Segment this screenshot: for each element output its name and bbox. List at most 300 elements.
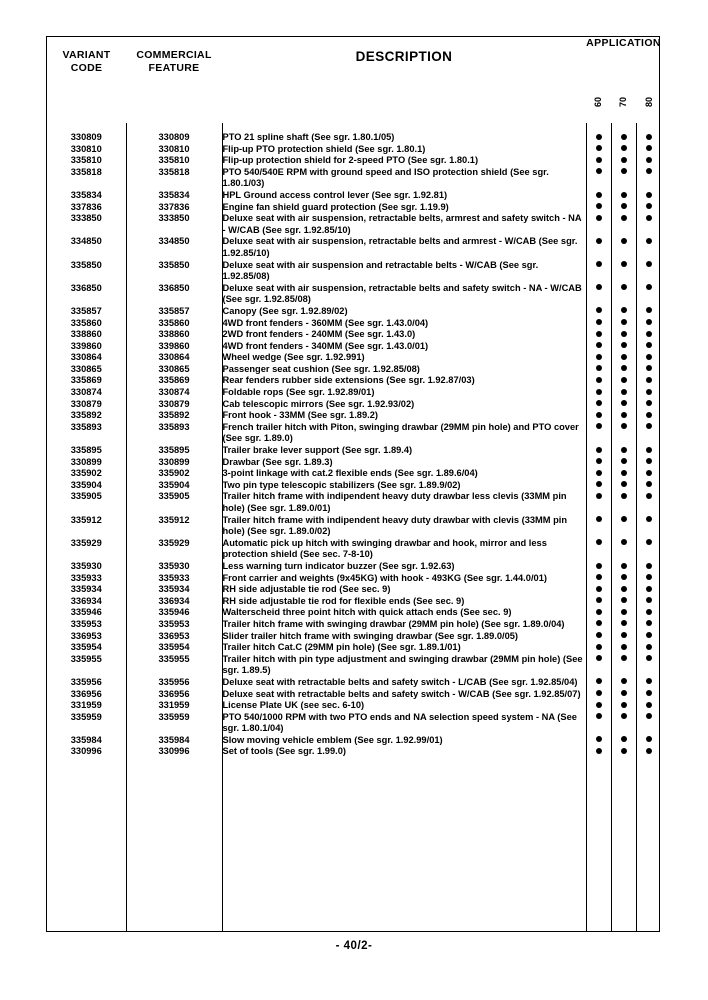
- bullet-icon: [621, 342, 627, 348]
- bullet-icon: [646, 713, 652, 719]
- commercial-feature-cell: 334850: [126, 236, 222, 259]
- bullet-icon: [596, 736, 602, 742]
- application-mark-60: [586, 573, 611, 585]
- description-cell: Engine fan shield guard protection (See sgr. 1.19.9): [222, 202, 586, 214]
- bullet-icon: [621, 748, 627, 754]
- bullet-icon: [621, 632, 627, 638]
- bullet-icon: [646, 563, 652, 569]
- application-mark-60: [586, 213, 611, 236]
- commercial-feature-cell: 336956: [126, 689, 222, 701]
- bullet-icon: [596, 365, 602, 371]
- bullet-icon: [646, 574, 652, 580]
- bullet-icon: [646, 447, 652, 453]
- description-cell: HPL Ground access control lever (See sgr. 1.92.81): [222, 190, 586, 202]
- application-mark-70: [611, 677, 636, 689]
- table-row: [47, 329, 661, 341]
- bullet-icon: [621, 702, 627, 708]
- commercial-feature-cell: 335892: [126, 410, 222, 422]
- bullet-icon: [646, 134, 652, 140]
- application-mark-80: [636, 538, 661, 561]
- application-mark-60: [586, 584, 611, 596]
- application-mark-70: [611, 213, 636, 236]
- bullet-icon: [596, 145, 602, 151]
- application-mark-70: [611, 607, 636, 619]
- application-mark-80: [636, 689, 661, 701]
- variant-code-cell: 335912: [47, 515, 126, 538]
- variant-code-cell: 335869: [47, 375, 126, 387]
- description-cell: Trailer hitch frame with indipendent heavy duty drawbar with clevis (33MM pin hole) (See sgr. 1.89.0/02): [222, 515, 586, 538]
- bullet-icon: [646, 655, 652, 661]
- description-cell: Trailer hitch frame with swinging drawbar (29MM pin hole) (See sgr. 1.89.0/04): [222, 619, 586, 631]
- application-mark-60: [586, 132, 611, 144]
- bullet-icon: [596, 261, 602, 267]
- bullet-icon: [621, 678, 627, 684]
- description-cell: Deluxe seat with retractable belts and safety switch - W/CAB (See sgr. 1.92.85/07): [222, 689, 586, 701]
- variant-code-cell: 335933: [47, 573, 126, 585]
- application-mark-80: [636, 480, 661, 492]
- bullet-icon: [596, 447, 602, 453]
- table-row: [47, 352, 661, 364]
- bullet-icon: [596, 574, 602, 580]
- commercial-feature-cell: 335984: [126, 735, 222, 747]
- variant-code-cell: 335818: [47, 167, 126, 190]
- table-row: [47, 155, 661, 167]
- commercial-feature-cell: 336934: [126, 596, 222, 608]
- variant-code-cell: 336956: [47, 689, 126, 701]
- bullet-icon: [596, 192, 602, 198]
- application-mark-70: [611, 132, 636, 144]
- description-cell: PTO 540/1000 RPM with two PTO ends and NA selection speed system - NA (See sgr. 1.80.1/04): [222, 712, 586, 735]
- table-spacer-row: [47, 123, 661, 132]
- bullet-icon: [646, 192, 652, 198]
- bullet-icon: [646, 481, 652, 487]
- application-mark-60: [586, 422, 611, 445]
- app-80-label: 80: [643, 96, 654, 108]
- table-row: [47, 584, 661, 596]
- bullet-icon: [596, 678, 602, 684]
- bullet-icon: [646, 539, 652, 545]
- bullet-icon: [646, 609, 652, 615]
- bullet-icon: [646, 342, 652, 348]
- application-mark-60: [586, 341, 611, 353]
- bullet-icon: [646, 365, 652, 371]
- bullet-icon: [621, 713, 627, 719]
- description-cell: Wheel wedge (See sgr. 1.92.991): [222, 352, 586, 364]
- application-mark-60: [586, 375, 611, 387]
- application-mark-70: [611, 202, 636, 214]
- description-cell: 3-point linkage with cat.2 flexible ends (See sgr. 1.89.6/04): [222, 468, 586, 480]
- commercial-feature-cell: 335956: [126, 677, 222, 689]
- variant-code-cell: 335946: [47, 607, 126, 619]
- application-mark-70: [611, 700, 636, 712]
- bullet-icon: [646, 261, 652, 267]
- table-row: [47, 515, 661, 538]
- description-cell: Trailer hitch Cat.C (29MM pin hole) (See sgr. 1.89.1/01): [222, 642, 586, 654]
- table-body-wrap: [47, 123, 659, 758]
- table-row: [47, 700, 661, 712]
- bullet-icon: [621, 238, 627, 244]
- header-blank-1: [47, 37, 126, 49]
- application-mark-60: [586, 491, 611, 514]
- application-mark-80: [636, 352, 661, 364]
- application-mark-70: [611, 712, 636, 735]
- application-mark-70: [611, 352, 636, 364]
- variant-code-cell: 335930: [47, 561, 126, 573]
- bullet-icon: [596, 539, 602, 545]
- bullet-icon: [621, 736, 627, 742]
- commercial-feature-cell: 335953: [126, 619, 222, 631]
- application-mark-80: [636, 654, 661, 677]
- app-60-label: 60: [593, 96, 604, 108]
- application-mark-80: [636, 202, 661, 214]
- column-header-app-80: [636, 49, 661, 111]
- variant-code-cell: 330996: [47, 746, 126, 758]
- bullet-icon: [621, 168, 627, 174]
- bullet-icon: [646, 145, 652, 151]
- column-header-app-60: [586, 49, 611, 111]
- commercial-feature-cell: 335860: [126, 318, 222, 330]
- bullet-icon: [621, 307, 627, 313]
- bullet-icon: [596, 632, 602, 638]
- application-mark-80: [636, 364, 661, 376]
- application-mark-70: [611, 410, 636, 422]
- application-mark-80: [636, 410, 661, 422]
- table-row: [47, 167, 661, 190]
- table-row: [47, 445, 661, 457]
- commercial-feature-cell: 335895: [126, 445, 222, 457]
- bullet-icon: [621, 586, 627, 592]
- bullet-icon: [646, 736, 652, 742]
- application-mark-70: [611, 457, 636, 469]
- bullet-icon: [646, 516, 652, 522]
- bullet-icon: [646, 690, 652, 696]
- bullet-icon: [621, 365, 627, 371]
- bullet-icon: [596, 354, 602, 360]
- commercial-feature-cell: 335946: [126, 607, 222, 619]
- page-number: - 40/2-: [335, 940, 373, 952]
- bullet-icon: [646, 702, 652, 708]
- application-mark-70: [611, 364, 636, 376]
- bullet-icon: [646, 597, 652, 603]
- bullet-icon: [646, 331, 652, 337]
- application-mark-70: [611, 375, 636, 387]
- application-mark-60: [586, 306, 611, 318]
- bullet-icon: [621, 192, 627, 198]
- commercial-feature-cell: 335902: [126, 468, 222, 480]
- column-header-description: DESCRIPTION: [355, 49, 453, 64]
- bullet-icon: [596, 586, 602, 592]
- application-mark-70: [611, 155, 636, 167]
- bullet-icon: [621, 261, 627, 267]
- application-mark-60: [586, 735, 611, 747]
- table-row: [47, 318, 661, 330]
- application-mark-60: [586, 144, 611, 156]
- bullet-icon: [596, 307, 602, 313]
- variant-code-cell: 330809: [47, 132, 126, 144]
- bullet-icon: [596, 481, 602, 487]
- variant-code-cell: 335860: [47, 318, 126, 330]
- application-mark-70: [611, 341, 636, 353]
- description-cell: RH side adjustable tie rod for flexible ends (See sec. 9): [222, 596, 586, 608]
- commercial-feature-line2: FEATURE: [148, 62, 200, 74]
- application-mark-80: [636, 515, 661, 538]
- bullet-icon: [646, 389, 652, 395]
- variant-code-cell: 330810: [47, 144, 126, 156]
- application-mark-70: [611, 631, 636, 643]
- bullet-icon: [596, 423, 602, 429]
- bullet-icon: [621, 354, 627, 360]
- bullet-icon: [646, 307, 652, 313]
- commercial-feature-cell: 330809: [126, 132, 222, 144]
- variant-code-cell: 330874: [47, 387, 126, 399]
- application-mark-70: [611, 515, 636, 538]
- table-row: [47, 538, 661, 561]
- commercial-feature-cell: 335929: [126, 538, 222, 561]
- description-cell: Slow moving vehicle emblem (See sgr. 1.92.99/01): [222, 735, 586, 747]
- application-mark-70: [611, 329, 636, 341]
- table-row: [47, 375, 661, 387]
- description-cell: PTO 21 spline shaft (See sgr. 1.80.1/05): [222, 132, 586, 144]
- commercial-feature-cell: 335955: [126, 654, 222, 677]
- application-mark-80: [636, 735, 661, 747]
- bullet-icon: [596, 493, 602, 499]
- application-mark-70: [611, 561, 636, 573]
- table-row: [47, 468, 661, 480]
- application-mark-60: [586, 642, 611, 654]
- commercial-feature-line1: COMMERCIAL: [136, 49, 212, 61]
- variant-code-cell: 336850: [47, 283, 126, 306]
- bullet-icon: [621, 423, 627, 429]
- variant-code-cell: 335956: [47, 677, 126, 689]
- application-mark-70: [611, 735, 636, 747]
- application-mark-70: [611, 468, 636, 480]
- bullet-icon: [646, 470, 652, 476]
- bullet-icon: [621, 412, 627, 418]
- variant-code-cell: 336934: [47, 596, 126, 608]
- description-cell: Passenger seat cushion (See sgr. 1.92.85/08): [222, 364, 586, 376]
- bullet-icon: [621, 389, 627, 395]
- description-cell: 4WD front fenders - 360MM (See sgr. 1.43.0/04): [222, 318, 586, 330]
- bullet-icon: [596, 458, 602, 464]
- table-row: [47, 654, 661, 677]
- application-mark-80: [636, 306, 661, 318]
- application-mark-60: [586, 387, 611, 399]
- commercial-feature-cell: 335905: [126, 491, 222, 514]
- application-mark-70: [611, 619, 636, 631]
- variant-code-cell: 333850: [47, 213, 126, 236]
- bullet-icon: [621, 203, 627, 209]
- bullet-icon: [596, 215, 602, 221]
- bullet-icon: [596, 563, 602, 569]
- bullet-icon: [646, 412, 652, 418]
- table-row: [47, 746, 661, 758]
- commercial-feature-cell: 330865: [126, 364, 222, 376]
- application-mark-80: [636, 329, 661, 341]
- variant-code-cell: 330879: [47, 399, 126, 411]
- variant-code-cell: 331959: [47, 700, 126, 712]
- bullet-icon: [621, 644, 627, 650]
- bullet-icon: [646, 377, 652, 383]
- bullet-icon: [646, 168, 652, 174]
- application-mark-60: [586, 445, 611, 457]
- application-mark-60: [586, 457, 611, 469]
- description-cell: Automatic pick up hitch with swinging drawbar and hook, mirror and less protection shield (See sec. 7-8-10): [222, 538, 586, 561]
- application-mark-80: [636, 491, 661, 514]
- commercial-feature-cell: 337836: [126, 202, 222, 214]
- application-mark-60: [586, 619, 611, 631]
- bullet-icon: [621, 145, 627, 151]
- application-mark-60: [586, 190, 611, 202]
- application-mark-60: [586, 283, 611, 306]
- commercial-feature-cell: 335869: [126, 375, 222, 387]
- application-mark-70: [611, 399, 636, 411]
- options-table: [46, 36, 660, 932]
- column-header-commercial-feature: [126, 49, 222, 111]
- description-cell: Front carrier and weights (9x45KG) with hook - 493KG (See sgr. 1.44.0/01): [222, 573, 586, 585]
- table-row: [47, 202, 661, 214]
- application-mark-80: [636, 318, 661, 330]
- application-mark-80: [636, 457, 661, 469]
- commercial-feature-cell: 338860: [126, 329, 222, 341]
- variant-code-cell: 335850: [47, 260, 126, 283]
- application-group-title: APPLICATION: [586, 37, 661, 49]
- variant-code-cell: 335895: [47, 445, 126, 457]
- application-mark-60: [586, 596, 611, 608]
- variant-code-cell: 335959: [47, 712, 126, 735]
- commercial-feature-cell: 335904: [126, 480, 222, 492]
- bullet-icon: [621, 516, 627, 522]
- description-cell: License Plate UK (see sec. 6-10): [222, 700, 586, 712]
- bullet-icon: [596, 377, 602, 383]
- table-row: [47, 457, 661, 469]
- application-mark-70: [611, 318, 636, 330]
- table-row: [47, 422, 661, 445]
- table-row: [47, 561, 661, 573]
- description-cell: Front hook - 33MM (See sgr. 1.89.2): [222, 410, 586, 422]
- table-row: [47, 491, 661, 514]
- table-row: [47, 132, 661, 144]
- table-row: [47, 607, 661, 619]
- commercial-feature-cell: 335912: [126, 515, 222, 538]
- commercial-feature-cell: 333850: [126, 213, 222, 236]
- commercial-feature-cell: 339860: [126, 341, 222, 353]
- description-cell: Deluxe seat with air suspension, retractable belts and safety switch - NA - W/CAB (See sgr. 1.92.85/08): [222, 283, 586, 306]
- bullet-icon: [596, 203, 602, 209]
- application-mark-60: [586, 712, 611, 735]
- bullet-icon: [596, 168, 602, 174]
- application-mark-80: [636, 677, 661, 689]
- application-mark-80: [636, 132, 661, 144]
- variant-code-cell: 335902: [47, 468, 126, 480]
- commercial-feature-cell: 335930: [126, 561, 222, 573]
- variant-code-cell: 330864: [47, 352, 126, 364]
- description-cell: Cab telescopic mirrors (See sgr. 1.92.93/02): [222, 399, 586, 411]
- description-cell: 2WD front fenders - 240MM (See sgr. 1.43.0): [222, 329, 586, 341]
- variant-code-cell: 335893: [47, 422, 126, 445]
- bullet-icon: [621, 597, 627, 603]
- application-mark-80: [636, 387, 661, 399]
- application-mark-60: [586, 155, 611, 167]
- application-mark-80: [636, 700, 661, 712]
- commercial-feature-cell: 335850: [126, 260, 222, 283]
- application-mark-70: [611, 260, 636, 283]
- application-mark-80: [636, 167, 661, 190]
- commercial-feature-cell: 335857: [126, 306, 222, 318]
- commercial-feature-cell: 335959: [126, 712, 222, 735]
- bullet-icon: [621, 690, 627, 696]
- bullet-icon: [596, 319, 602, 325]
- variant-code-cell: 335934: [47, 584, 126, 596]
- application-mark-60: [586, 631, 611, 643]
- description-cell: Set of tools (See sgr. 1.99.0): [222, 746, 586, 758]
- description-cell: Slider trailer hitch frame with swinging drawbar (See sgr. 1.89.0/05): [222, 631, 586, 643]
- bullet-icon: [596, 331, 602, 337]
- bullet-icon: [596, 134, 602, 140]
- commercial-feature-cell: 335818: [126, 167, 222, 190]
- variant-code-cell: 335955: [47, 654, 126, 677]
- application-mark-70: [611, 283, 636, 306]
- description-cell: Flip-up protection shield for 2-speed PTO (See sgr. 1.80.1): [222, 155, 586, 167]
- description-cell: French trailer hitch with Piton, swinging drawbar (29MM pin hole) and PTO cover (See sgr. 1.89.0): [222, 422, 586, 445]
- description-cell: Drawbar (See sgr. 1.89.3): [222, 457, 586, 469]
- bullet-icon: [596, 412, 602, 418]
- bullet-icon: [621, 447, 627, 453]
- bullet-icon: [621, 574, 627, 580]
- variant-code-cell: 335810: [47, 155, 126, 167]
- bullet-icon: [621, 377, 627, 383]
- bullet-icon: [646, 620, 652, 626]
- bullet-icon: [596, 748, 602, 754]
- bullet-icon: [596, 342, 602, 348]
- description-cell: Foldable rops (See sgr. 1.92.89/01): [222, 387, 586, 399]
- bullet-icon: [646, 458, 652, 464]
- application-mark-70: [611, 144, 636, 156]
- description-cell: Deluxe seat with retractable belts and safety switch - L/CAB (See sgr. 1.92.85/04): [222, 677, 586, 689]
- variant-code-cell: 335953: [47, 619, 126, 631]
- application-mark-70: [611, 236, 636, 259]
- application-mark-60: [586, 318, 611, 330]
- bullet-icon: [646, 238, 652, 244]
- column-header-app-70: [611, 49, 636, 111]
- application-mark-60: [586, 677, 611, 689]
- application-mark-80: [636, 260, 661, 283]
- variant-code-cell: 335904: [47, 480, 126, 492]
- application-mark-60: [586, 364, 611, 376]
- commercial-feature-cell: 335893: [126, 422, 222, 445]
- bullet-icon: [646, 354, 652, 360]
- table-row: [47, 364, 661, 376]
- table-body: [47, 123, 661, 758]
- application-mark-80: [636, 468, 661, 480]
- app-70-label: 70: [618, 96, 629, 108]
- bullet-icon: [596, 620, 602, 626]
- application-mark-80: [636, 619, 661, 631]
- application-mark-70: [611, 387, 636, 399]
- bullet-icon: [621, 331, 627, 337]
- commercial-feature-cell: 335834: [126, 190, 222, 202]
- application-mark-80: [636, 155, 661, 167]
- commercial-feature-cell: 330864: [126, 352, 222, 364]
- variant-code-cell: 335984: [47, 735, 126, 747]
- application-mark-80: [636, 422, 661, 445]
- application-mark-60: [586, 329, 611, 341]
- application-mark-80: [636, 445, 661, 457]
- application-mark-80: [636, 341, 661, 353]
- bullet-icon: [596, 238, 602, 244]
- bullet-icon: [621, 134, 627, 140]
- commercial-feature-cell: 336850: [126, 283, 222, 306]
- application-mark-60: [586, 561, 611, 573]
